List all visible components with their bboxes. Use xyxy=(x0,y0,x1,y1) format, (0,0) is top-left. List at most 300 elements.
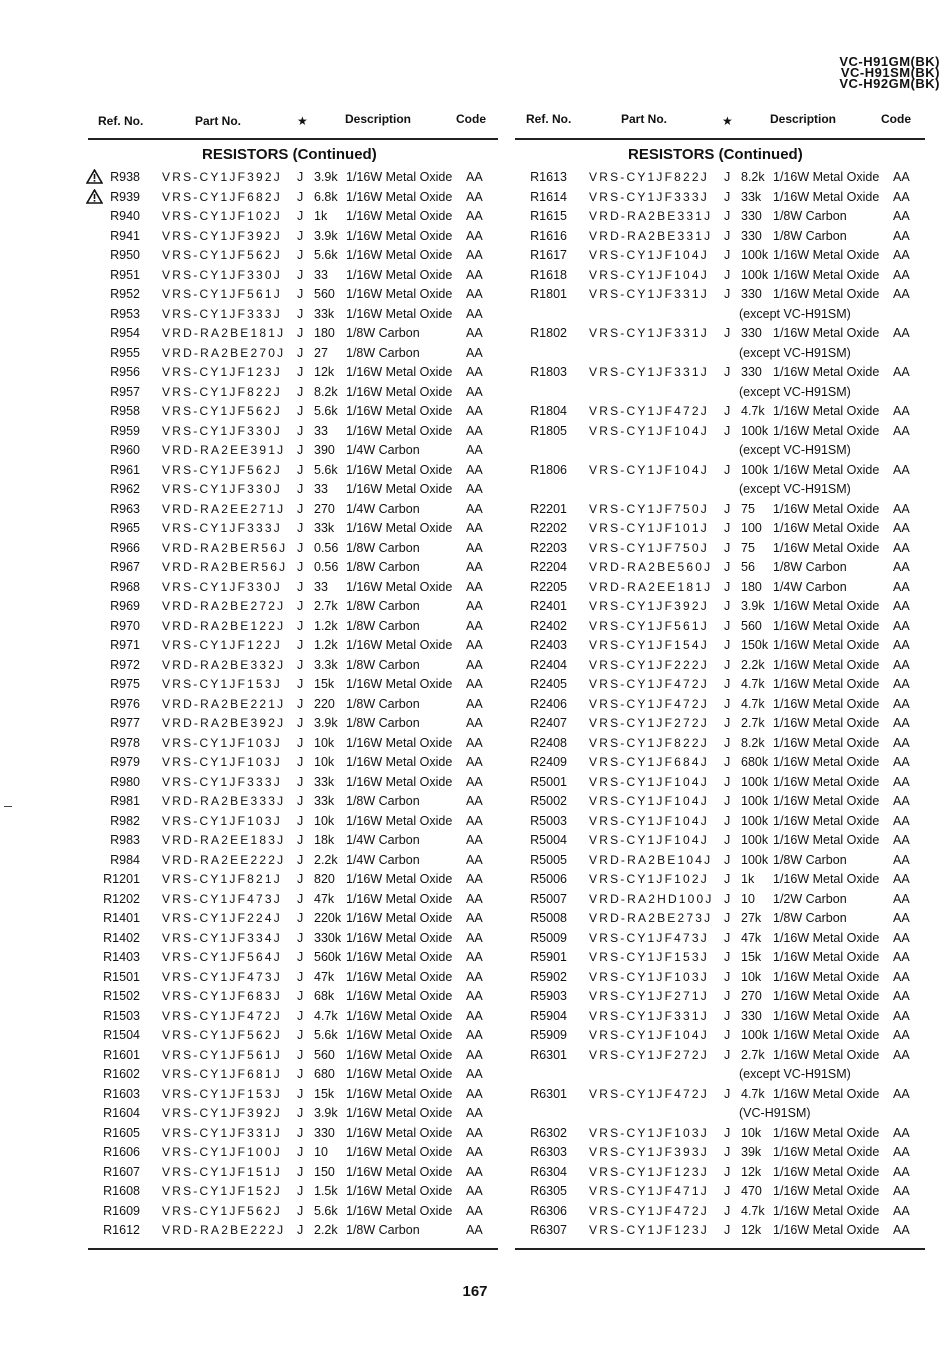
resistance-value: 6.8k xyxy=(314,189,338,204)
mark: J xyxy=(724,1223,731,1237)
price-code: AA xyxy=(466,345,483,360)
ref-no: R980 xyxy=(110,774,140,789)
description: 1/4W Carbon xyxy=(773,579,847,594)
price-code: AA xyxy=(466,462,483,477)
table-row xyxy=(88,1085,498,1105)
mark: J xyxy=(724,404,731,418)
price-code: AA xyxy=(466,404,483,418)
ref-no: R6303 xyxy=(530,1145,567,1159)
price-code: AA xyxy=(466,1164,483,1179)
price-code: AA xyxy=(466,423,483,438)
mark: J xyxy=(724,1184,731,1198)
ref-no: R2406 xyxy=(530,696,567,711)
resistance-value: 8.2k xyxy=(741,170,765,184)
ref-no: R938 xyxy=(110,170,140,184)
table-row xyxy=(515,1182,925,1202)
table-row xyxy=(88,909,498,929)
description: 1/16W Metal Oxide xyxy=(773,794,880,808)
ref-no: R5008 xyxy=(530,911,567,925)
price-code: AA xyxy=(893,1203,910,1218)
resistance-value: 390 xyxy=(314,443,335,457)
table-row xyxy=(88,1221,498,1241)
table-row xyxy=(88,558,498,578)
part-no: VRD-RA2BE122J xyxy=(162,618,286,633)
description: 1/16W Metal Oxide xyxy=(773,404,880,418)
description: 1/8W Carbon xyxy=(773,228,847,243)
price-code: AA xyxy=(466,755,483,769)
description: 1/16W Metal Oxide xyxy=(773,248,880,262)
description: 1/16W Metal Oxide xyxy=(773,540,880,555)
part-no: VRD-RA2EE271J xyxy=(162,501,286,516)
part-no: VRD-RA2BE272J xyxy=(162,599,286,613)
part-no: VRD-RA2EE391J xyxy=(162,443,286,457)
resistance-value: 2.2k xyxy=(314,1223,338,1237)
table-row xyxy=(88,1182,498,1202)
table-row xyxy=(515,831,925,851)
mark: J xyxy=(297,755,304,769)
mark: J xyxy=(297,833,304,847)
description: 1/16W Metal Oxide xyxy=(346,891,453,906)
resistance-value: 5.6k xyxy=(314,248,338,262)
resistance-value: 220 xyxy=(314,696,335,711)
mark: J xyxy=(297,1223,304,1237)
table-row xyxy=(515,890,925,910)
price-code: AA xyxy=(466,618,483,633)
ref-no: R1614 xyxy=(530,189,567,204)
description: 1/16W Metal Oxide xyxy=(773,170,880,184)
ref-no: R1403 xyxy=(103,950,140,964)
price-code: AA xyxy=(893,794,910,808)
part-no: VRD-RA2BE332J xyxy=(162,657,286,672)
resistance-value: 330 xyxy=(741,228,762,243)
table-row xyxy=(515,656,925,676)
part-no: VRD-RA2BE392J xyxy=(162,716,286,730)
part-no: VRS-CY1JF151J xyxy=(162,1164,282,1179)
part-no: VRS-CY1JF123J xyxy=(589,1164,709,1179)
part-no: VRS-CY1JF472J xyxy=(589,404,709,418)
header-description: Description xyxy=(345,112,412,126)
resistance-value: 4.7k xyxy=(741,404,765,418)
table-row xyxy=(515,461,925,481)
ref-no: R983 xyxy=(110,833,140,847)
mark: J xyxy=(724,638,731,652)
resistance-value: 56 xyxy=(741,560,755,574)
mark: J xyxy=(297,1145,304,1159)
resistance-value: 8.2k xyxy=(741,735,765,750)
header-code: Code xyxy=(456,112,486,126)
price-code: AA xyxy=(893,326,910,340)
mark: J xyxy=(297,267,304,282)
ref-no: R976 xyxy=(110,696,140,711)
resistance-value: 100k xyxy=(741,423,769,438)
resistance-value: 4.7k xyxy=(741,1203,765,1218)
part-no: VRS-CY1JF330J xyxy=(162,267,282,282)
resistance-value: 12k xyxy=(314,365,335,379)
price-code: AA xyxy=(893,1223,910,1237)
price-code: AA xyxy=(893,1145,910,1159)
price-code: AA xyxy=(466,735,483,750)
part-no: VRS-CY1JF471J xyxy=(589,1184,709,1198)
resistance-value: 100k xyxy=(741,462,769,477)
resistance-value: 820 xyxy=(314,872,335,886)
description: 1/16W Metal Oxide xyxy=(346,1047,453,1062)
mark: J xyxy=(724,677,731,691)
header-description: Description xyxy=(770,112,837,126)
part-no: VRS-CY1JF472J xyxy=(589,1086,709,1101)
resistance-value: 330k xyxy=(314,930,342,945)
description: 1/16W Metal Oxide xyxy=(346,1008,453,1023)
table-row xyxy=(88,929,498,949)
price-code: AA xyxy=(466,989,483,1003)
description: 1/16W Metal Oxide xyxy=(773,969,880,984)
table-row xyxy=(88,597,498,617)
resistance-value: 680k xyxy=(741,755,769,769)
mark: J xyxy=(724,872,731,886)
price-code: AA xyxy=(893,638,910,652)
part-no: VRD-RA2BE333J xyxy=(162,794,286,808)
description: 1/16W Metal Oxide xyxy=(346,950,453,964)
ref-no: R941 xyxy=(110,228,140,243)
ref-no: R1801 xyxy=(530,287,567,301)
price-code: AA xyxy=(893,813,910,828)
part-no: VRS-CY1JF562J xyxy=(162,1203,282,1218)
description: 1/16W Metal Oxide xyxy=(346,677,453,691)
mark: J xyxy=(724,989,731,1003)
price-code: AA xyxy=(466,677,483,691)
table-row xyxy=(88,188,498,208)
resistance-value: 10k xyxy=(741,969,762,984)
table-row xyxy=(88,1163,498,1183)
table-row xyxy=(88,480,498,500)
ref-no: R1605 xyxy=(103,1125,140,1140)
part-no: VRS-CY1JF561J xyxy=(162,287,282,301)
price-code: AA xyxy=(466,657,483,672)
margin-mark xyxy=(4,806,12,807)
ref-no: R959 xyxy=(110,423,140,438)
part-no: VRS-CY1JF562J xyxy=(162,248,282,262)
mark: J xyxy=(297,969,304,984)
description: 1/16W Metal Oxide xyxy=(346,1028,453,1042)
description: 1/16W Metal Oxide xyxy=(346,872,453,886)
ref-no: R978 xyxy=(110,735,140,750)
description: 1/16W Metal Oxide xyxy=(346,209,453,223)
mark: J xyxy=(724,521,731,535)
ref-no: R5003 xyxy=(530,813,567,828)
resistance-value: 330 xyxy=(741,209,762,223)
table-row xyxy=(88,363,498,383)
resistance-value: 15k xyxy=(314,677,335,691)
ref-no: R1502 xyxy=(103,989,140,1003)
note-row xyxy=(515,383,925,403)
ref-no: R956 xyxy=(110,365,140,379)
ref-no: R1503 xyxy=(103,1008,140,1023)
table-row xyxy=(88,636,498,656)
price-code: AA xyxy=(893,1184,910,1198)
part-no: VRS-CY1JF154J xyxy=(589,638,709,652)
mark: J xyxy=(297,852,304,867)
table-row xyxy=(515,188,925,208)
part-no: VRD-RA2BE222J xyxy=(162,1223,286,1237)
table-row xyxy=(88,344,498,364)
price-code: AA xyxy=(466,306,483,321)
part-no: VRS-CY1JF472J xyxy=(162,1008,282,1023)
table-row xyxy=(515,812,925,832)
table-row xyxy=(88,987,498,1007)
ref-no: R2408 xyxy=(530,735,567,750)
ref-no: R1402 xyxy=(103,930,140,945)
price-code: AA xyxy=(893,170,910,184)
resistance-value: 3.9k xyxy=(314,170,338,184)
description: 1/16W Metal Oxide xyxy=(773,423,880,438)
price-code: AA xyxy=(466,579,483,594)
table-row xyxy=(515,266,925,286)
mark: J xyxy=(724,248,731,262)
note-row xyxy=(515,441,925,461)
ref-no: R1802 xyxy=(530,326,567,340)
table-row xyxy=(515,324,925,344)
price-code: AA xyxy=(893,462,910,477)
price-code: AA xyxy=(466,930,483,945)
description: 1/16W Metal Oxide xyxy=(346,1145,453,1159)
table-row xyxy=(88,383,498,403)
ref-no: R1612 xyxy=(103,1223,140,1237)
ref-no: R5909 xyxy=(530,1028,567,1042)
price-code: AA xyxy=(466,1047,483,1062)
resistance-value: 27k xyxy=(741,911,762,925)
mark: J xyxy=(297,209,304,223)
table-row xyxy=(88,890,498,910)
ref-no: R968 xyxy=(110,579,140,594)
mark: J xyxy=(297,911,304,925)
table-row xyxy=(515,363,925,383)
resistance-value: 150k xyxy=(741,638,769,652)
model-note: (except VC-H91SM) xyxy=(739,443,851,457)
description: 1/16W Metal Oxide xyxy=(773,716,880,730)
resistance-value: 560 xyxy=(741,618,762,633)
mark: J xyxy=(297,696,304,711)
price-code: AA xyxy=(466,794,483,808)
mark: J xyxy=(297,560,304,574)
description: 1/16W Metal Oxide xyxy=(346,638,453,652)
part-no: VRS-CY1JF333J xyxy=(589,189,709,204)
table-row xyxy=(515,1163,925,1183)
part-no: VRS-CY1JF103J xyxy=(589,969,709,984)
table-row xyxy=(515,500,925,520)
resistance-value: 4.7k xyxy=(741,677,765,691)
price-code: AA xyxy=(466,638,483,652)
resistance-value: 1.2k xyxy=(314,638,338,652)
price-code: AA xyxy=(893,287,910,301)
table-row xyxy=(88,734,498,754)
description: 1/8W Carbon xyxy=(346,326,420,340)
price-code: AA xyxy=(466,950,483,964)
part-no: VRS-CY1JF104J xyxy=(589,267,709,282)
resistance-value: 10k xyxy=(314,735,335,750)
price-code: AA xyxy=(466,911,483,925)
resistance-value: 3.3k xyxy=(314,657,338,672)
resistance-value: 0.56 xyxy=(314,560,339,574)
ref-no: R966 xyxy=(110,540,140,555)
resistance-value: 100k xyxy=(741,794,769,808)
mark: J xyxy=(724,696,731,711)
ref-no: R963 xyxy=(110,501,140,516)
model-note: (except VC-H91SM) xyxy=(739,384,851,399)
mark: J xyxy=(297,872,304,886)
part-no: VRS-CY1JF104J xyxy=(589,794,709,808)
price-code: AA xyxy=(466,443,483,457)
table-row xyxy=(88,675,498,695)
description: 1/16W Metal Oxide xyxy=(773,1164,880,1179)
description: 1/2W Carbon xyxy=(773,891,847,906)
ref-no: R958 xyxy=(110,404,140,418)
table-row xyxy=(515,539,925,559)
mark: J xyxy=(297,657,304,672)
ref-no: R2405 xyxy=(530,677,567,691)
table-row xyxy=(88,656,498,676)
table-row xyxy=(88,870,498,890)
price-code: AA xyxy=(466,482,483,496)
description: 1/16W Metal Oxide xyxy=(773,1203,880,1218)
model-note: (except VC-H91SM) xyxy=(739,1067,851,1081)
mark: J xyxy=(297,326,304,340)
part-no: VRS-CY1JF683J xyxy=(162,989,282,1003)
resistance-value: 33k xyxy=(314,794,335,808)
price-code: AA xyxy=(893,248,910,262)
price-code: AA xyxy=(466,716,483,730)
part-no: VRS-CY1JF103J xyxy=(162,813,282,828)
description: 1/8W Carbon xyxy=(773,209,847,223)
price-code: AA xyxy=(466,872,483,886)
ref-no: R2201 xyxy=(530,501,567,516)
table-row xyxy=(88,246,498,266)
description: 1/16W Metal Oxide xyxy=(346,287,453,301)
mark: J xyxy=(297,989,304,1003)
ref-no: R2202 xyxy=(530,521,567,535)
table-row xyxy=(515,909,925,929)
price-code: AA xyxy=(893,618,910,633)
description: 1/16W Metal Oxide xyxy=(346,228,453,243)
price-code: AA xyxy=(893,735,910,750)
description: 1/16W Metal Oxide xyxy=(346,579,453,594)
mark: J xyxy=(724,1145,731,1159)
note-row xyxy=(515,344,925,364)
description: 1/16W Metal Oxide xyxy=(346,735,453,750)
resistance-value: 5.6k xyxy=(314,404,338,418)
mark: J xyxy=(724,911,731,925)
description: 1/16W Metal Oxide xyxy=(346,384,453,399)
ref-no: R1607 xyxy=(103,1164,140,1179)
price-code: AA xyxy=(893,1086,910,1101)
part-no: VRS-CY1JF272J xyxy=(589,716,709,730)
mark: J xyxy=(724,930,731,945)
table-row xyxy=(515,851,925,871)
resistance-value: 680 xyxy=(314,1067,335,1081)
ref-no: R1804 xyxy=(530,404,567,418)
resistance-value: 100k xyxy=(741,267,769,282)
description: 1/8W Carbon xyxy=(346,657,420,672)
ref-no: R1202 xyxy=(103,891,140,906)
resistance-value: 10 xyxy=(314,1145,328,1159)
resistance-value: 8.2k xyxy=(314,384,338,399)
price-code: AA xyxy=(466,1145,483,1159)
description: 1/16W Metal Oxide xyxy=(346,248,453,262)
part-no: VRS-CY1JF393J xyxy=(589,1145,709,1159)
header-ref-no: Ref. No. xyxy=(526,112,572,126)
resistance-value: 3.9k xyxy=(314,228,338,243)
table-row xyxy=(88,305,498,325)
mark: J xyxy=(724,287,731,301)
table-row xyxy=(515,227,925,247)
table-row xyxy=(515,617,925,637)
table-row xyxy=(88,714,498,734)
mark: J xyxy=(297,521,304,535)
part-no: VRS-CY1JF153J xyxy=(162,1086,282,1101)
part-no: VRS-CY1JF101J xyxy=(589,521,709,535)
resistance-value: 560 xyxy=(314,287,335,301)
part-no: VRS-CY1JF331J xyxy=(589,1008,709,1023)
part-no: VRS-CY1JF472J xyxy=(589,677,709,691)
description: 1/8W Carbon xyxy=(346,540,420,555)
part-no: VRS-CY1JF392J xyxy=(162,170,282,184)
mark: J xyxy=(297,638,304,652)
ref-no: R2203 xyxy=(530,540,567,555)
mark: J xyxy=(297,1086,304,1101)
header-star: ★ xyxy=(297,114,308,128)
price-code: AA xyxy=(893,1164,910,1179)
mark: J xyxy=(297,1106,304,1120)
mark: J xyxy=(297,306,304,321)
price-code: AA xyxy=(893,501,910,516)
part-no: VRS-CY1JF102J xyxy=(162,209,282,223)
resistance-value: 270 xyxy=(314,501,335,516)
table-row xyxy=(88,968,498,988)
mark: J xyxy=(297,716,304,730)
table-row xyxy=(88,792,498,812)
mark: J xyxy=(724,774,731,789)
description: 1/16W Metal Oxide xyxy=(773,813,880,828)
ref-no: R1617 xyxy=(530,248,567,262)
price-code: AA xyxy=(466,852,483,867)
mark: J xyxy=(724,1125,731,1140)
table-row xyxy=(88,1007,498,1027)
ref-no: R6301 xyxy=(530,1047,567,1062)
table-row xyxy=(88,753,498,773)
resistance-value: 18k xyxy=(314,833,335,847)
mark: J xyxy=(297,1047,304,1062)
table-row xyxy=(88,1124,498,1144)
description: 1/16W Metal Oxide xyxy=(773,755,880,769)
resistance-value: 15k xyxy=(314,1086,335,1101)
ref-no: R2204 xyxy=(530,560,567,574)
ref-no: R5009 xyxy=(530,930,567,945)
note-row xyxy=(515,480,925,500)
description: 1/16W Metal Oxide xyxy=(773,657,880,672)
description: 1/16W Metal Oxide xyxy=(346,774,453,789)
description: 1/16W Metal Oxide xyxy=(346,911,453,925)
resistance-value: 330 xyxy=(741,326,762,340)
ref-no: R955 xyxy=(110,345,140,360)
price-code: AA xyxy=(893,969,910,984)
price-code: AA xyxy=(893,930,910,945)
price-code: AA xyxy=(466,326,483,340)
ref-no: R1401 xyxy=(103,911,140,925)
mark: J xyxy=(724,833,731,847)
note-row xyxy=(515,305,925,325)
part-no: VRD-RA2HD100J xyxy=(589,891,714,906)
mark: J xyxy=(724,540,731,555)
part-no: VRS-CY1JF331J xyxy=(589,365,709,379)
description: 1/16W Metal Oxide xyxy=(346,521,453,535)
